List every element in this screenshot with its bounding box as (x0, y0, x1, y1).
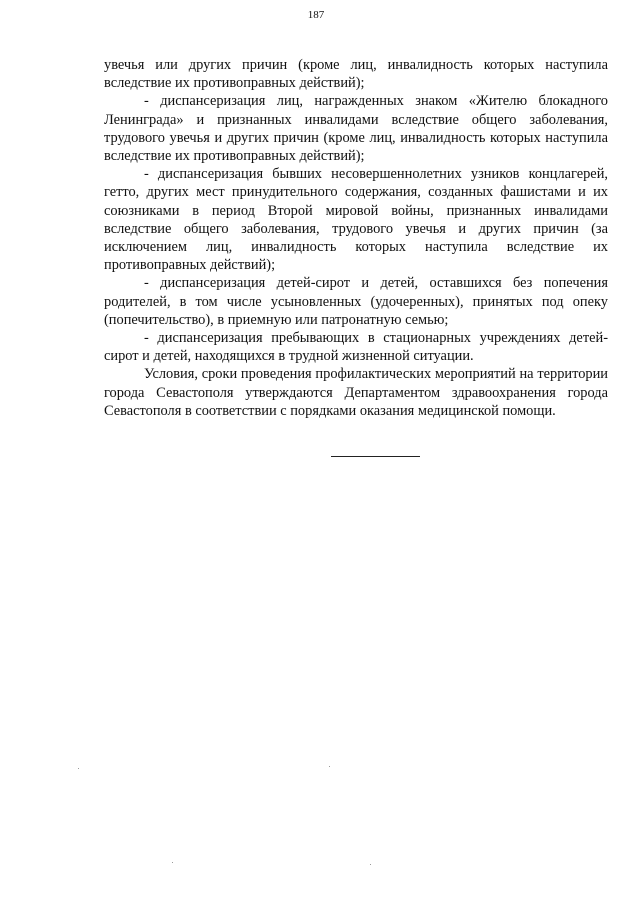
scan-speck (78, 768, 79, 769)
scan-speck (329, 766, 330, 767)
paragraph-institution-orphans: - диспансеризация пребывающих в стационарных учреждениях детей-сирот и детей, находящихся в трудной жизненной ситуации. (104, 330, 608, 365)
end-of-text-rule (331, 456, 420, 457)
paragraph-blockade-leningrad: - диспансеризация лиц, награжденных знаком «Жителю блокадного Ленинграда» и признанных инвалидами вследствие общего заболевания, трудового увечья и других причин (кроме лиц, инвалидность которых наступила вследствие их противоправных действий); (104, 93, 608, 165)
paragraph-concentration-camp-prisoners: - диспансеризация бывших несовершеннолетних узников концлагерей, гетто, других мест принудительного содержания, созданных фашистами и их союзниками в период Второй мировой войны, признанных инвалидами вследствие общего заболевания, трудового увечья и других причин (за исключением лиц, инвалидность которых наступила вследствие их противоправных действий); (104, 166, 608, 274)
document-body (104, 56, 608, 420)
paragraph-continuation: увечья или других причин (кроме лиц, инвалидность которых наступила вследствие их противоправных действий); (104, 57, 608, 92)
paragraph-conditions: Условия, сроки проведения профилактических мероприятий на территории города Севастополя утверждаются Департаментом здравоохранения города Севастополя в соответствии с порядками оказания медицинской помощи. (104, 366, 608, 419)
scan-speck (172, 862, 173, 863)
scan-speck (370, 864, 371, 865)
page-number: 187 (307, 9, 325, 21)
paragraph-orphans: - диспансеризация детей-сирот и детей, оставшихся без попечения родителей, в том числе усыновленных (удочеренных), принятых под опеку (попечительство), в приемную или патронатную семью; (104, 275, 608, 328)
